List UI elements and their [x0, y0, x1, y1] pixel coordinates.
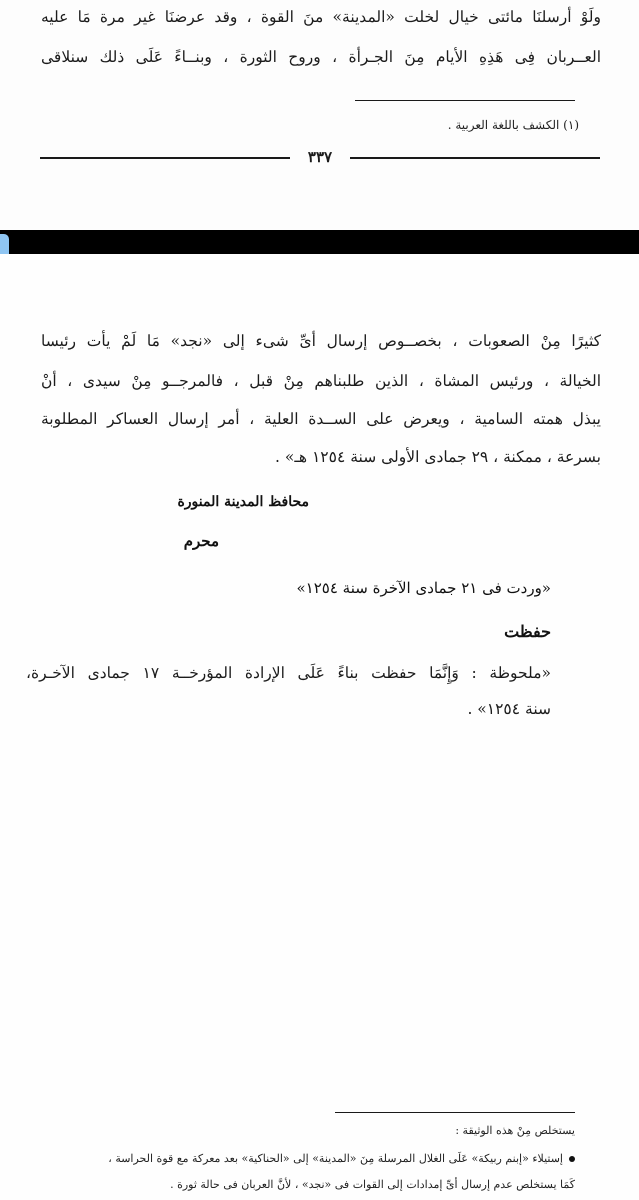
signature-name: محرم [183, 532, 219, 550]
page-number: ٣٣٧ [307, 148, 333, 166]
page-number-rule-left [40, 157, 290, 159]
summary-heading: يستخلص مِنْ هذه الوثيقة : [455, 1124, 575, 1137]
top-body-line-2: العــربان فِى هَذِهِ الأيام مِنَ الجـرأة ، وروح الثورة ، وبنــاءً عَلَى ذلك سنلاقى [41, 48, 601, 66]
body-line-2: الخيالة ، ورئيس المشاة ، الذين طلبناهم مِنْ قبل ، فالمرجــو مِنْ سيدى ، أنْ [41, 372, 601, 390]
bullet-icon [569, 1156, 575, 1162]
summary-line-1 [108, 1152, 575, 1165]
page-number-rule-right [350, 157, 600, 159]
summary-text-1: إستيلاء «إبنم ربيكة» عَلَى الغلال المرسلة مِنَ «المدينة» إلى «الحناكية» بعد معركة مع قوة الحراسة ، [108, 1152, 563, 1165]
summary-divider [335, 1112, 575, 1113]
filed-label: حفظت [504, 622, 551, 641]
footnote: (١) الكشف باللغة العربية . [447, 118, 579, 132]
body-line-3: يبذل همته السامية ، ويعرض على الســدة العلية ، أمر إرسال العساكر المطلوبة [41, 410, 601, 428]
remark-line-1: «ملحوظة : وَإِنَّمَا حفظت بناءً عَلَى الإرادة المؤرخــة ١٧ جمادى الآخـرة، [26, 664, 551, 682]
top-body-line-1: ولَوْ أرسلنَا مائتى خيال لخلت «المدينة» منَ القوة ، وقد عرضنَا غير مرة مَا عليه [41, 8, 601, 26]
footnote-divider [355, 100, 575, 101]
page-number-bar [40, 150, 600, 166]
signature-title: محافظ المدينة المنورة [177, 494, 309, 510]
body-line-1: كثيرًا مِنْ الصعوبات ، بخصــوص إرسال أىِّ شىء إلى «نجد» مَا لَمْ يأت رئيسا [41, 332, 601, 350]
remark-line-2: سنة ١٢٥٤» . [467, 700, 551, 718]
page-separator-bar [0, 230, 639, 254]
received-note: «وردت فى ٢١ جمادى الآخرة سنة ١٢٥٤» [296, 579, 551, 597]
bottom-page [0, 254, 639, 1200]
top-page [0, 0, 639, 230]
summary-line-2: كَمَا يستخلص عدم إرسال أىِّ إمدادات إلى القوات فى «نجد» ، لأنَّ العربان فى حالة ثورة . [170, 1178, 575, 1191]
body-line-4: بسرعة ، ممكنة ، ٢٩ جمادى الأولى سنة ١٢٥٤ هـ» . [275, 448, 601, 466]
